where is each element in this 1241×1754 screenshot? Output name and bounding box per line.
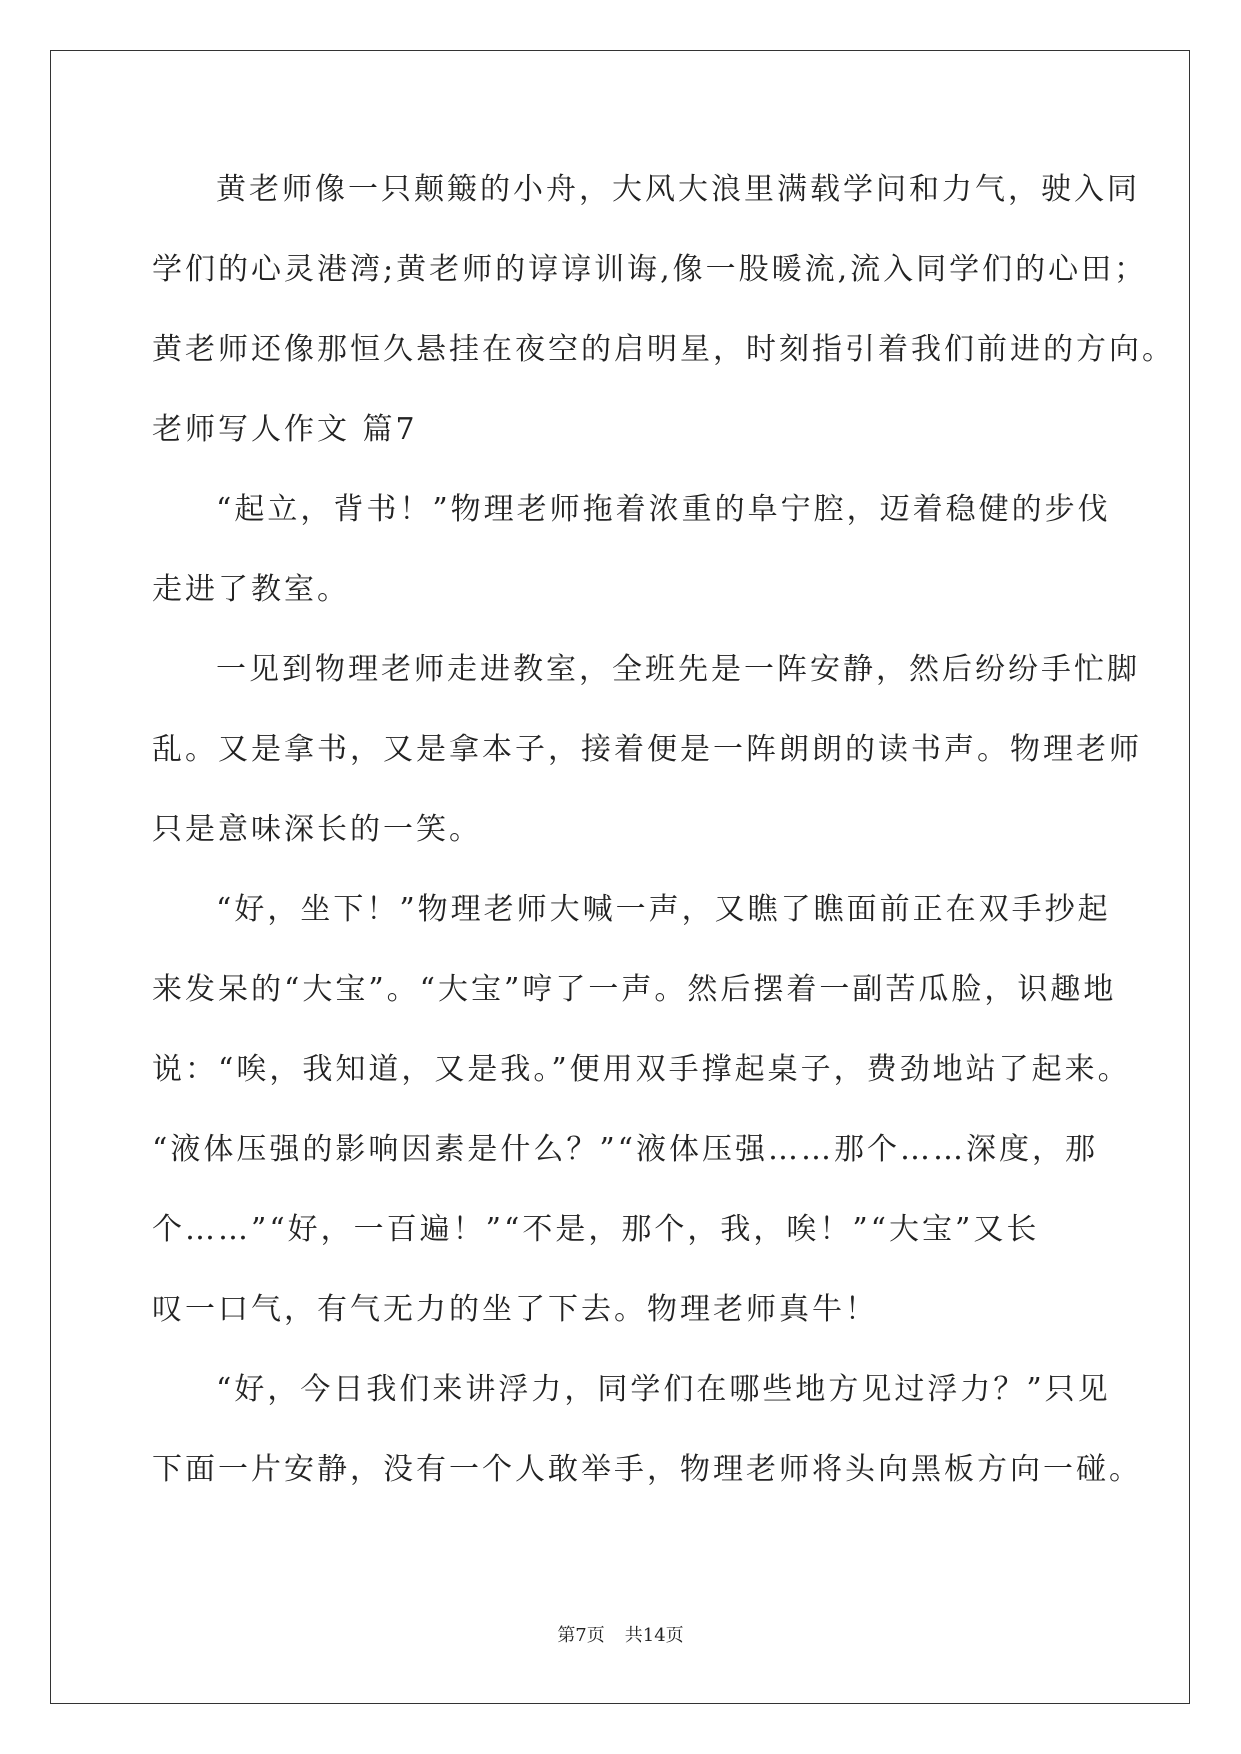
text-line: 黄老师像一只颠簸的小舟，大风大浪里满载学问和力气，驶入同 (216, 172, 1140, 207)
page-number: 第7页 (557, 1625, 605, 1646)
text-line: 乱。又是拿书，又是拿本子，接着便是一阵朗朗的读书声。物理老师 (152, 732, 1142, 767)
page-footer (0, 1624, 1241, 1648)
text-line: 来发呆的“大宝”。“大宝”哼了一声。然后摆着一副苦瓜脸，识趣地 (152, 972, 1117, 1007)
text-line: 黄老师还像那恒久悬挂在夜空的启明星，时刻指引着我们前进的方向。 (152, 332, 1175, 367)
text-line: 下面一片安静，没有一个人敢举手，物理老师将头向黑板方向一碰。 (152, 1452, 1142, 1487)
text-line: “好，今日我们来讲浮力，同学们在哪些地方见过浮力？”只见 (216, 1372, 1111, 1407)
text-line: 一见到物理老师走进教室，全班先是一阵安静，然后纷纷手忙脚 (216, 652, 1140, 687)
text-line: 走进了教室。 (152, 572, 350, 607)
page-total: 共14页 (624, 1625, 684, 1646)
text-line: “液体压强的影响因素是什么？”“液体压强……那个……深度，那 (152, 1132, 1099, 1167)
text-line: “起立，背书！”物理老师拖着浓重的阜宁腔，迈着稳健的步伐 (216, 492, 1111, 527)
text-line: “好，坐下！”物理老师大喊一声，又瞧了瞧面前正在双手抄起 (216, 892, 1111, 927)
text-line: 只是意味深长的一笑。 (152, 812, 482, 847)
text-line: 学们的心灵港湾;黄老师的谆谆训诲,像一股暖流,流入同学们的心田； (152, 252, 1148, 287)
text-line: 说：“唉，我知道，又是我。”便用双手撑起桌子，费劲地站了起来。 (152, 1052, 1131, 1087)
text-line: 个……”“好，一百遍！”“不是，那个，我，唉！”“大宝”又长 (152, 1212, 1040, 1247)
section-heading: 老师写人作文 篇7 (152, 412, 418, 447)
text-line: 叹一口气，有气无力的坐了下去。物理老师真牛！ (152, 1292, 878, 1327)
document-body (152, 160, 1175, 1520)
